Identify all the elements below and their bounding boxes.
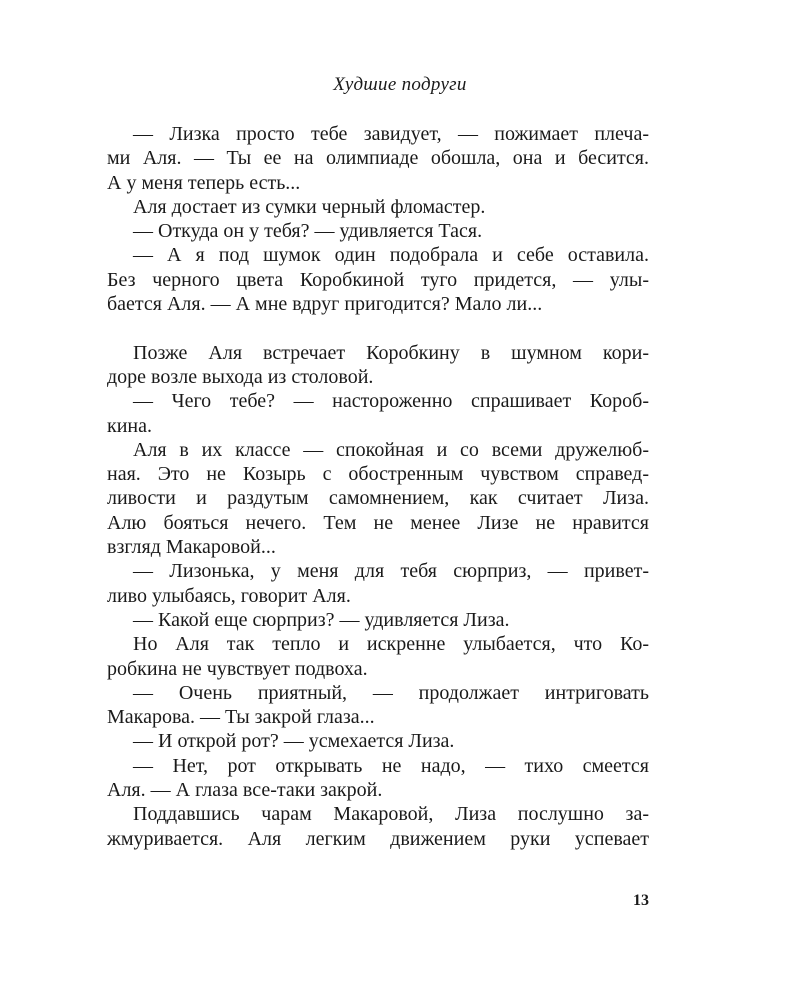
text-line: ми Аля. — Ты ее на олимпиаде обошла, она и бесится. — [107, 147, 649, 170]
text-line: ливости и раздутым самомнением, как считает Лиза. — [107, 487, 649, 510]
text-line: — И открой рот? — усмехается Лиза. — [133, 730, 455, 753]
text-line: жмуривается. Аля легким движением руки успевает — [107, 827, 649, 850]
text-line: Аля. — А глаза все-таки закрой. — [107, 779, 383, 802]
text-line: Но Аля так тепло и искренне улыбается, что Ко- — [133, 633, 649, 656]
text-line: ливо улыбаясь, говорит Аля. — [107, 584, 351, 607]
body-text — [107, 122, 649, 851]
text-line: — Лизка просто тебе завидует, — пожимает плеча- — [133, 123, 649, 145]
text-line: бается Аля. — А мне вдруг пригодится? Мало ли... — [107, 293, 543, 316]
text-line: — Чего тебе? — настороженно спрашивает Короб- — [133, 390, 649, 413]
text-line: — Откуда он у тебя? — удивляется Тася. — [133, 220, 483, 243]
text-line: Аля в их классе — спокойная и со всеми дружелюб- — [133, 438, 649, 461]
text-line: — Какой еще сюрприз? — удивляется Лиза. — [133, 608, 510, 631]
running-head: Худшие подруги — [333, 74, 467, 95]
section-break — [107, 316, 649, 340]
text-line: ная. Это не Козырь с обостренным чувством справед- — [107, 463, 649, 486]
page-number: 13 — [633, 892, 649, 909]
text-line: Алю бояться нечего. Тем не менее Лизе не нравится — [107, 511, 649, 534]
text-line: доре возле выхода из столовой. — [107, 365, 374, 388]
text-line: Позже Аля встречает Коробкину в шумном кори- — [133, 341, 649, 364]
text-line: Поддавшись чарам Макаровой, Лиза послушно за- — [133, 803, 649, 826]
text-line: Без черного цвета Коробкиной туго придется, — улы- — [107, 268, 649, 291]
text-line: — Очень приятный, — продолжает интриговать — [133, 681, 649, 704]
text-line: взгляд Макаровой... — [107, 536, 276, 559]
text-line: А у меня теперь есть... — [107, 171, 301, 194]
text-line: Макарова. — Ты закрой глаза... — [107, 706, 375, 729]
text-line: кина. — [107, 414, 152, 437]
text-line: Аля достает из сумки черный фломастер. — [133, 195, 486, 218]
text-line: — Нет, рот открывать не надо, — тихо смеется — [133, 754, 649, 777]
text-line: — А я под шумок один подобрала и себе оставила. — [133, 244, 649, 267]
text-line: робкина не чувствует подвоха. — [107, 657, 368, 680]
text-line: — Лизонька, у меня для тебя сюрприз, — привет- — [133, 560, 649, 583]
